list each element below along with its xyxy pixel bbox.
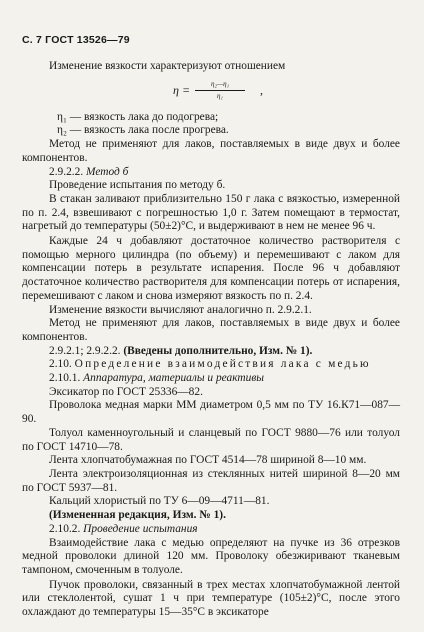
- section-number: 2.9.2.2.: [49, 165, 87, 178]
- formula-denominator: η₁: [217, 91, 223, 100]
- formula-tail: ,: [260, 82, 263, 97]
- document-body: [22, 60, 400, 620]
- list-item: Эксикатор по ГОСТ 25336—82.: [49, 385, 203, 398]
- section-title: Аппаратура, материалы и реактивы: [83, 372, 264, 385]
- page-header: С. 7 ГОСТ 13526—79: [22, 34, 130, 46]
- section-title: Определение взаимодействия лака с медью: [74, 358, 371, 371]
- section-number: 2.10.2.: [49, 522, 84, 535]
- list-item: Лента электроизоляционная из стеклянных нитей шириной 8—20 мм по ГОСТ 5937—81.: [22, 467, 400, 494]
- viscosity-formula: [22, 77, 400, 107]
- paragraph: Метод не применяют для лаков, поставляемых в виде двух и более компонентов.: [22, 138, 400, 164]
- formula-numerator: η₂—η₁: [195, 79, 245, 91]
- paragraph: Взаимодействие лака с медью определяют на пучке из 36 отрезков медной проволоки длиной 120 мм. Проволоку обезжиривают тканевым тампоном, смоченным в толуоле.: [22, 536, 400, 576]
- paragraph: Изменение вязкости характеризуют отношением: [49, 60, 286, 72]
- paragraph: Пучок проволоки, связанный в трех местах хлопчатобумажной лентой или стеклолентой, сушат 1 ч при температуре (105±2)°С, после этого охлаждают до температуры 15—35°С в эксикаторе: [22, 578, 400, 619]
- section-title: Метод б: [86, 165, 129, 178]
- list-item: Толуол каменноугольный и сланцевый по ГОСТ 9880—76 или толуол по ГОСТ 14710—78.: [22, 426, 400, 453]
- amendment-sections: 2.9.2.1; 2.9.2.2.: [49, 344, 124, 357]
- amendment-text: (Введены дополнительно, Изм. № 1).: [123, 344, 313, 357]
- list-item: Кальций хлористый по ТУ 6—09—4711—81.: [49, 495, 270, 508]
- section-title: Проведение испытания: [83, 522, 198, 535]
- list-item: Проволока медная марки ММ диаметром 0,5 мм по ТУ 16.К71—087—90.: [22, 399, 400, 426]
- paragraph: Проведение испытания по методу б.: [49, 179, 226, 192]
- formula-lhs: η =: [173, 82, 191, 97]
- section-heading: [22, 166, 400, 180]
- formula-fraction: [195, 79, 245, 101]
- paragraph: Метод не применяют для лаков, поставляемых в виде двух и более компонентов.: [22, 317, 400, 343]
- list-item: Лента хлопчатобумажная по ГОСТ 4514—78 шириной 8—10 мм.: [49, 454, 367, 467]
- definition-eta2: η₂ — вязкость лака после прогрева.: [57, 124, 229, 137]
- amendment-note: [22, 345, 400, 359]
- section-number: 2.10.: [49, 358, 75, 371]
- paragraph: Изменение вязкости вычисляют аналогично п. 2.9.2.1.: [49, 303, 312, 316]
- subsection-heading: [22, 523, 400, 537]
- paragraph: Каждые 24 ч добавляют достаточное количество растворителя с помощью мерного цилиндра (по объему) и перемешивают с лаком для компенсации потерь в результате испарения. После 96 ч добавляют достаточное количество растворителя для компенсации потерь от испарения, перемешивают с лаком и снова измеряют вязкость по п. 2.4.: [22, 235, 400, 302]
- section-heading: [22, 358, 400, 372]
- paragraph: В стакан заливают приблизительно 150 г лака с вязкостью, измеренной по п. 2.4, взвешивают с погрешностью 1,0 г. Затем помещают в термостат, нагретый до температуры (50±2)°С, и выдерживают в нем не менее 96 ч.: [22, 192, 400, 233]
- subsection-heading: [22, 372, 400, 386]
- definition-eta1: η₁ — вязкость лака до подогрева;: [57, 110, 219, 123]
- section-number: 2.10.1.: [49, 372, 84, 385]
- amendment-note: (Измененная редакция, Изм. № 1).: [49, 509, 226, 522]
